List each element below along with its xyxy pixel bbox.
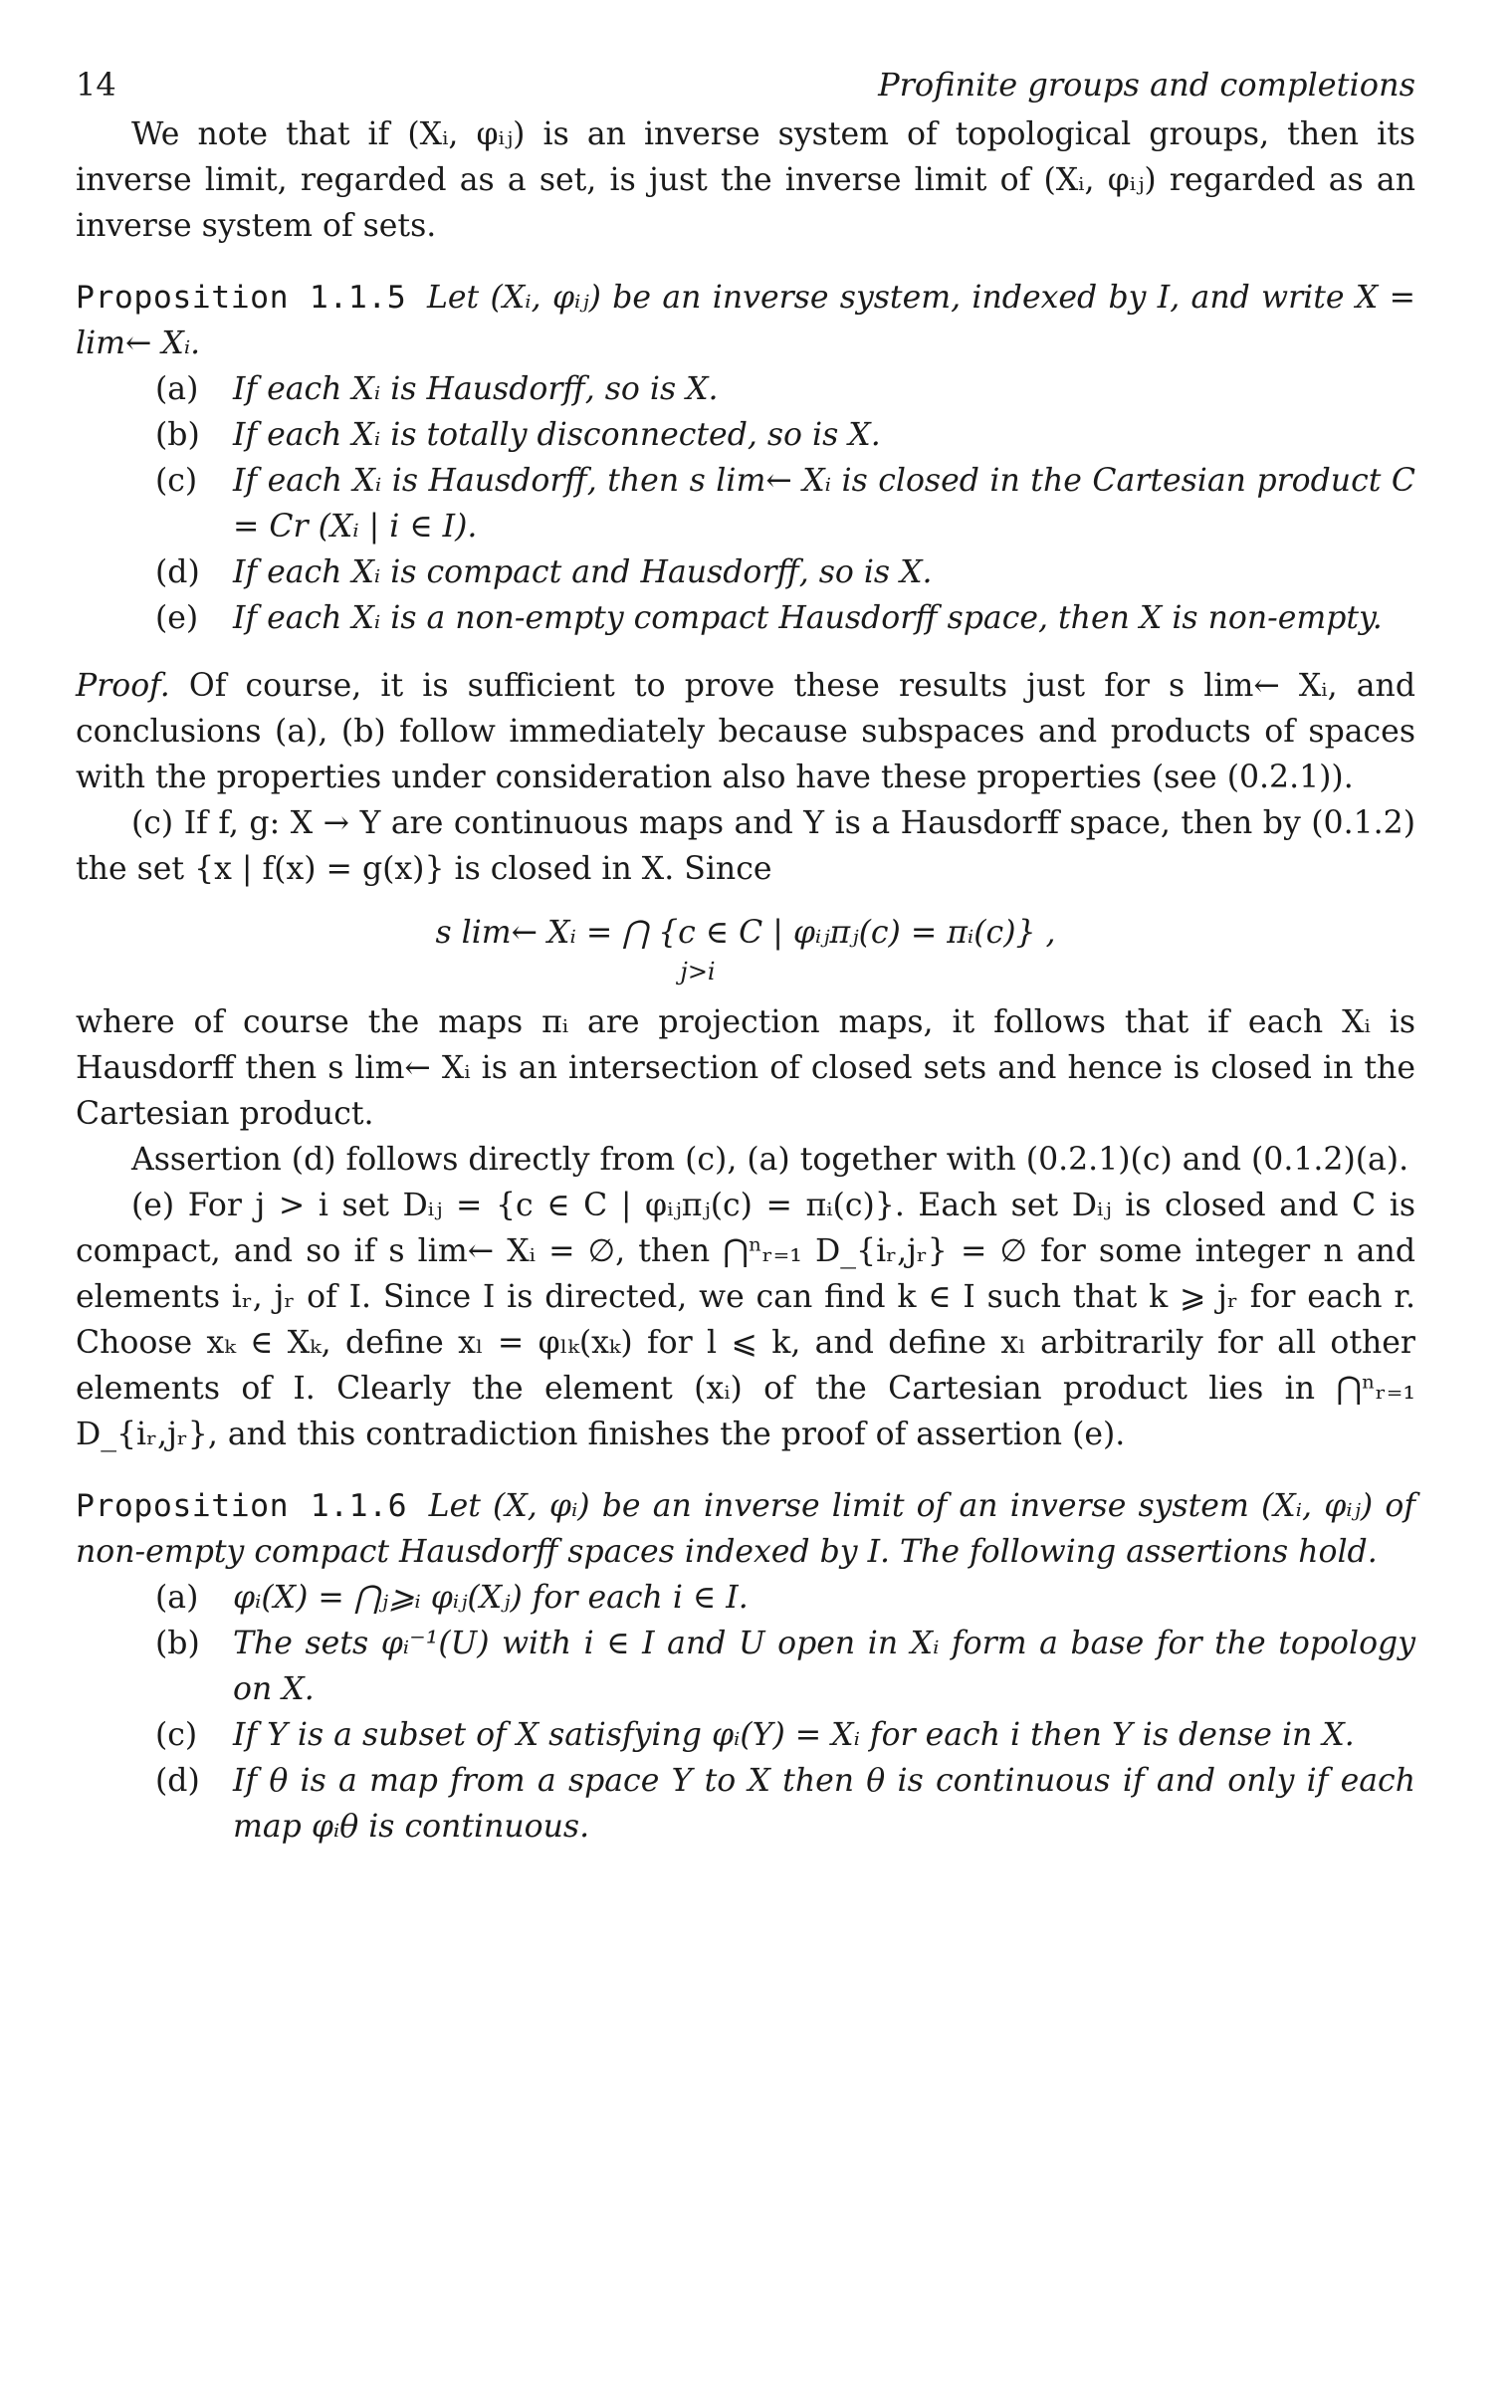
prop-1-1-6-item-a: (a) φᵢ(X) = ⋂ⱼ⩾ᵢ φᵢⱼ(Xⱼ) for each i ∈ I. — [155, 1580, 749, 1616]
proof-block — [76, 663, 1415, 1457]
prop-1-1-6-item-c: (c) If Y is a subset of X satisfying φᵢ(Y) = Xᵢ for each i then Y is dense in X. — [155, 1717, 1355, 1753]
book-page — [76, 60, 1415, 1850]
page-header — [76, 60, 1415, 111]
proposition-1-1-5 — [76, 275, 1415, 641]
proposition-1-1-6 — [76, 1483, 1415, 1850]
proof-paragraph-2: (c) If f, g: X → Y are continuous maps and Y is a Hausdorff space, then by (0.1.2) the set {x | f(x) = g(x)} is closed in X. Since — [76, 805, 1415, 887]
prop-1-1-5-item-c: (c) If each Xᵢ is Hausdorff, then s lim← Xᵢ is closed in the Cartesian product C = Cr (Xᵢ | i ∈ I). — [155, 463, 1415, 545]
running-head: Profinite groups and completions — [878, 66, 1415, 104]
prop-1-1-5-item-e: (e) If each Xᵢ is a non-empty compact Hausdorff space, then X is non-empty. — [155, 600, 1383, 636]
proof-paragraph-1: Proof. Of course, it is sufficient to prove these results just for s lim← Xᵢ, and conclusions (a), (b) follow immediately because subspaces and products of spaces with the properties under consideration also have these properties (see (0.2.1)). — [76, 668, 1415, 795]
display-equation: s lim← Xᵢ = ⋂ {c ∈ C | φᵢⱼπⱼ(c) = πᵢ(c)} , — [435, 915, 1056, 951]
prop-1-1-6-text: Let (X, φᵢ) be an inverse limit of an inverse system (Xᵢ, φᵢⱼ) of non-empty compact Hausdorff spaces indexed by I. The following assertions hold. — [76, 1488, 1415, 1570]
prop-1-1-5-item-b: (b) If each Xᵢ is totally disconnected, so is X. — [155, 417, 881, 453]
prop-1-1-5-text: Let (Xᵢ, φᵢⱼ) be an inverse system, indexed by I, and write X = lim← Xᵢ. — [76, 280, 1415, 361]
page-number: 14 — [76, 66, 116, 104]
prop-1-1-5-items — [155, 366, 1415, 641]
proof-paragraph-5: (e) For j > i set Dᵢⱼ = {c ∈ C | φᵢⱼπⱼ(c) = πᵢ(c)}. Each set Dᵢⱼ is closed and C is compact, and so if s lim← Xᵢ = ∅, then ⋂ⁿᵣ₌₁ D_{iᵣ,jᵣ} = ∅ for some integer n and elements iᵣ, jᵣ of I. Since I is directed, we can find k ∈ I such that k ⩾ jᵣ for each r. Choose xₖ ∈ Xₖ, define xₗ = φₗₖ(xₖ) for l ⩽ k, and define xₗ arbitrarily for all other elements of I. Clearly the element (xᵢ) of the Cartesian product lies in ⋂ⁿᵣ₌₁ D_{iᵣ,jᵣ}, and this contradiction finishes the proof of assertion (e). — [76, 1188, 1415, 1452]
proof-paragraph-3: where of course the maps πᵢ are projection maps, it follows that if each Xᵢ is Hausdorff then s lim← Xᵢ is an intersection of closed sets and hence is closed in the Cartesian product. — [76, 1004, 1415, 1132]
prop-1-1-6-item-b: (b) The sets φᵢ⁻¹(U) with i ∈ I and U open in Xᵢ form a base for the topology on X. — [155, 1626, 1415, 1707]
prop-1-1-6-statement — [76, 1483, 1415, 1575]
display-equation-subscript: j>i — [680, 958, 716, 985]
prop-1-1-6-label: Proposition 1.1.6 — [76, 1488, 429, 1524]
proof-label: Proof. — [76, 668, 189, 704]
proof-paragraph-4: Assertion (d) follows directly from (c), (a) together with (0.2.1)(c) and (0.1.2)(a). — [131, 1142, 1409, 1178]
prop-1-1-5-label: Proposition 1.1.5 — [76, 280, 427, 316]
prop-1-1-6-items — [155, 1575, 1415, 1850]
prop-1-1-5-item-a: (a) If each Xᵢ is Hausdorff, so is X. — [155, 371, 719, 407]
prop-1-1-5-statement — [76, 275, 1415, 366]
prop-1-1-5-item-d: (d) If each Xᵢ is compact and Hausdorff, so is X. — [155, 554, 933, 590]
intro-paragraph: We note that if (Xᵢ, φᵢⱼ) is an inverse system of topological groups, then its inverse limit, regarded as a set, is just the inverse limit of (Xᵢ, φᵢⱼ) regarded as an inverse system of sets. — [76, 116, 1415, 244]
prop-1-1-6-item-d: (d) If θ is a map from a space Y to X then θ is continuous if and only if each map φᵢθ is continuous. — [155, 1763, 1415, 1845]
